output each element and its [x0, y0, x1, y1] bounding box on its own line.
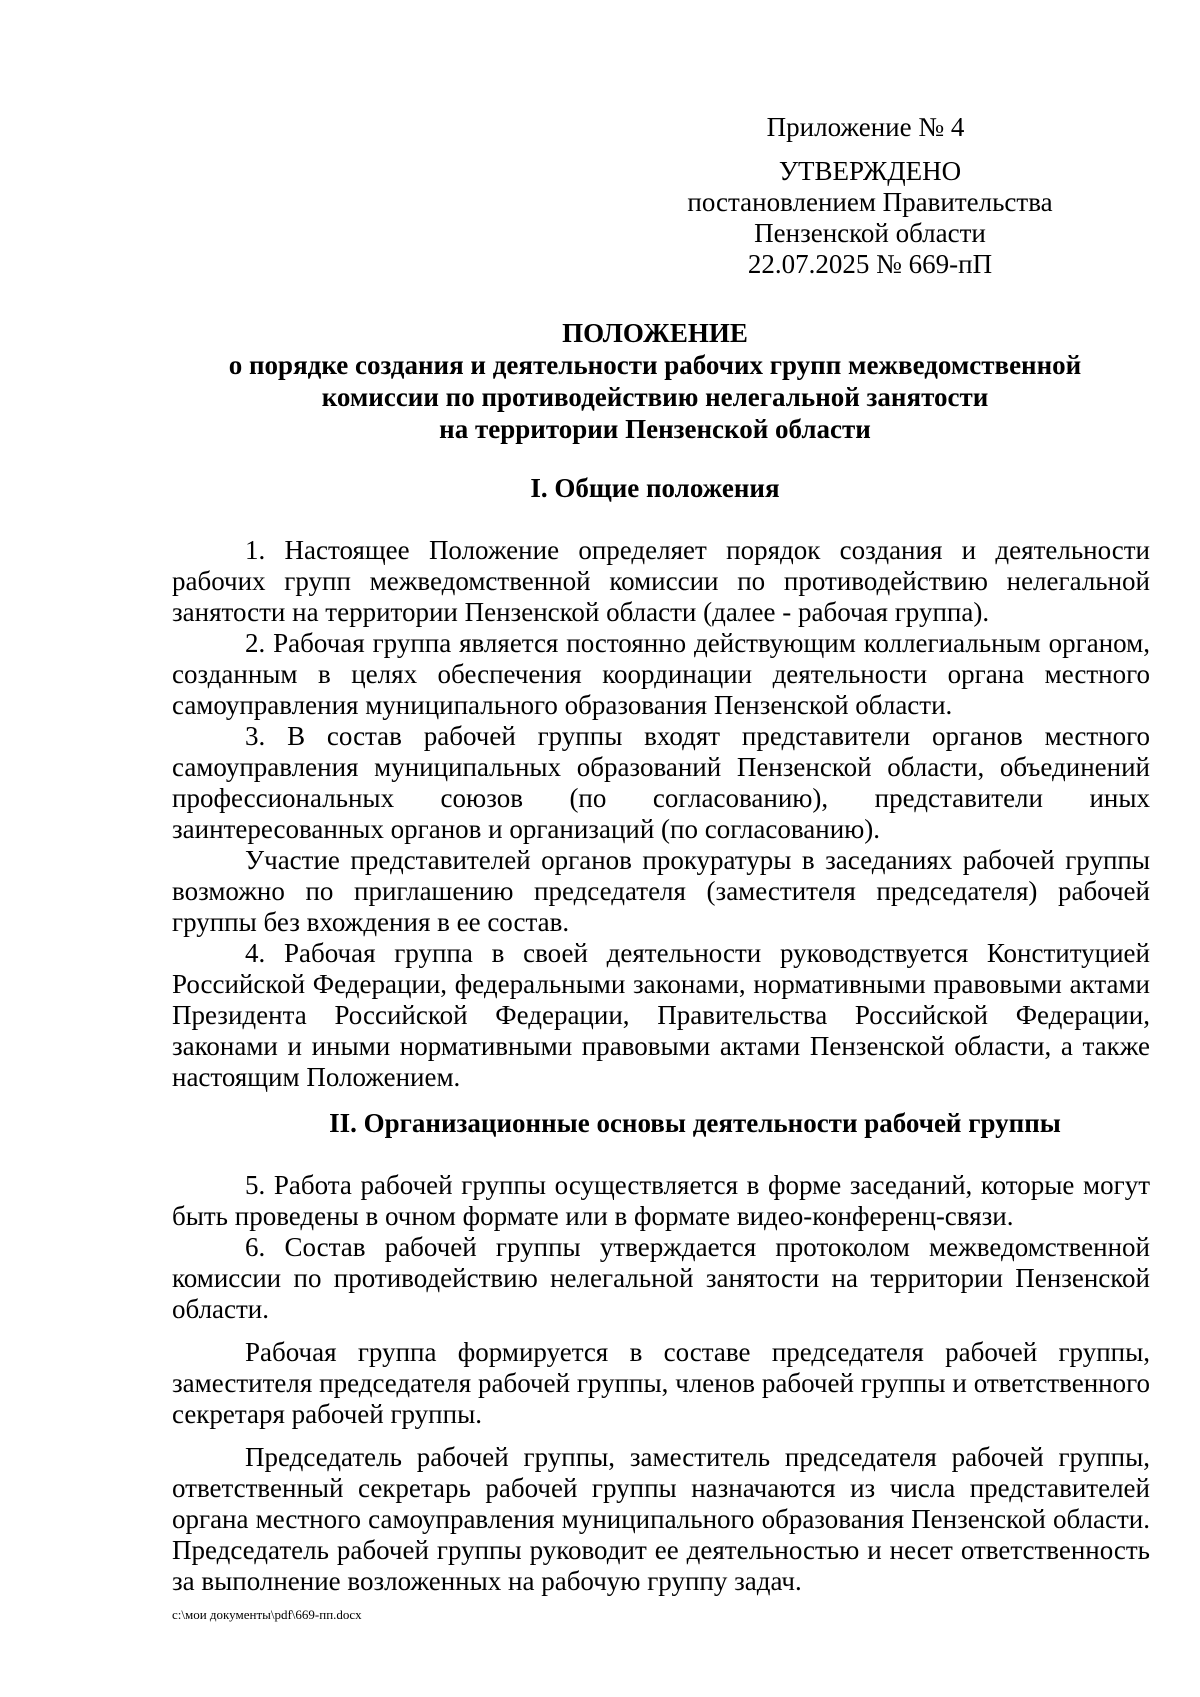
paragraph-2: 2. Рабочая группа является постоянно действующим коллегиальным органом, созданным в целях обеспечения координации деятельности органа местного самоуправления муниципального образования Пензенской области. — [172, 628, 1150, 720]
title-line-1: о порядке создания и деятельности рабочих групп межведомственной — [228, 350, 1082, 380]
approval-line-2: Пензенской области — [754, 218, 986, 248]
title-line-2: комиссии по противодействию нелегальной занятости — [321, 382, 989, 412]
title-line-3: на территории Пензенской области — [439, 414, 871, 444]
paragraph-3-note: Участие представителей органов прокуратуры в заседаниях рабочей группы возможно по приглашению председателя (заместителя председателя) рабочей группы без вхождения в ее состав. — [172, 845, 1150, 937]
paragraph-3: 3. В состав рабочей группы входят представители органов местного самоуправления муниципальных образований Пензенской области, объединений профессиональных союзов (по согласованию), представители иных заинтересованных органов и организаций (по согласованию). — [172, 721, 1150, 844]
approval-line-3: 22.07.2025 № 669-пП — [747, 249, 993, 279]
approved-label: УТВЕРЖДЕНО — [778, 156, 962, 186]
document-title — [160, 317, 1150, 445]
section-1-body — [172, 535, 1150, 1093]
approval-block — [600, 112, 1140, 280]
title-main: ПОЛОЖЕНИЕ — [562, 318, 748, 348]
section-1-heading: I. Общие положения — [530, 473, 780, 503]
paragraph-1: 1. Настоящее Положение определяет порядок создания и деятельности рабочих групп межведомственной комиссии по противодействию нелегальной занятости на территории Пензенской области (далее - рабочая группа). — [172, 535, 1150, 627]
paragraph-4: 4. Рабочая группа в своей деятельности руководствуется Конституцией Российской Федерации, федеральными законами, нормативными правовыми актами Президента Российской Федерации, Правительства Российской Федерации, законами и иными нормативными правовыми актами Пензенской области, а также настоящим Положением. — [172, 938, 1150, 1092]
paragraph-5: 5. Работа рабочей группы осуществляется в форме заседаний, которые могут быть проведены в очном формате или в формате видео-конференц-связи. — [172, 1170, 1150, 1231]
section-2-heading: II. Организационные основы деятельности рабочей группы — [329, 1108, 1061, 1138]
paragraph-6: 6. Состав рабочей группы утверждается протоколом межведомственной комиссии по противодействию нелегальной занятости на территории Пензенской области. — [172, 1232, 1150, 1324]
file-path-footer: c:\мои документы\pdf\669-пп.docx — [172, 1607, 362, 1622]
approval-line-1: постановлением Правительства — [687, 187, 1053, 217]
annex-number: Приложение № 4 — [766, 112, 965, 142]
paragraph-6-chairman: Председатель рабочей группы, заместитель председателя рабочей группы, ответственный секретарь рабочей группы назначаются из числа представителей органа местного самоуправления муниципального образования Пензенской области. Председатель рабочей группы руководит ее деятельностью и несет ответственность за выполнение возложенных на рабочую группу задач. — [172, 1442, 1150, 1596]
paragraph-6-composition: Рабочая группа формируется в составе председателя рабочей группы, заместителя председателя рабочей группы, членов рабочей группы и ответственного секретаря рабочей группы. — [172, 1337, 1150, 1429]
section-2-body — [172, 1170, 1150, 1597]
